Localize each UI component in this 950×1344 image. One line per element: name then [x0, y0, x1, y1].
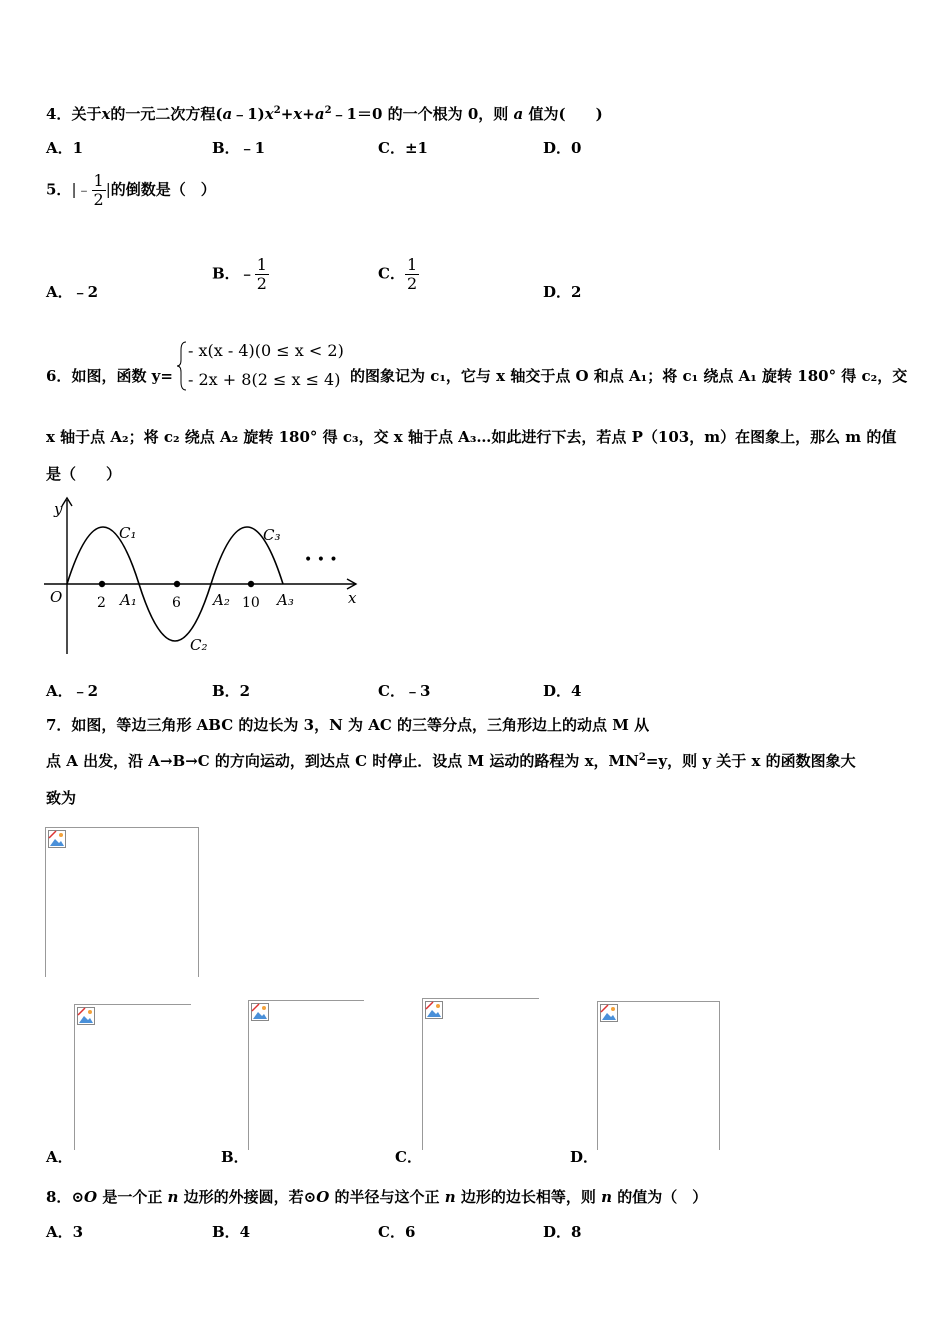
- q6-option-a[interactable]: A．﹣2: [46, 682, 99, 700]
- q8-text: 是一个正: [97, 1188, 168, 1206]
- tick-label-a1: A₁: [120, 591, 137, 609]
- q4-var-a: a: [513, 105, 524, 123]
- q6-number: 6．: [46, 367, 72, 385]
- q6-case-2: - 2x + 8(2 ≤ x ≤ 4): [188, 370, 341, 389]
- q8-option-b[interactable]: B．4: [212, 1223, 251, 1241]
- tick-dot-10: [248, 581, 254, 587]
- q7-line-3: 致为: [46, 789, 77, 807]
- q5-option-c-label: C．: [378, 264, 405, 283]
- broken-image-icon: [48, 830, 66, 848]
- q6-line-2: x 轴于点 A₂；将 c₂ 绕点 A₂ 旋转 180° 得 c₃，交 x 轴于点 A₃…如此进行下去，若点 P（103，m）在图象上，那么 m 的值: [46, 428, 897, 446]
- q4-text: +: [302, 105, 315, 123]
- q7-option-d[interactable]: D．: [570, 1148, 599, 1166]
- q4-number: 4．: [46, 105, 72, 123]
- q5-abs-open: |﹣: [71, 180, 92, 199]
- frac-den: 2: [406, 274, 418, 293]
- q7-triangle-figure-placeholder: [45, 827, 199, 977]
- q6-option-c[interactable]: C．﹣3: [378, 682, 431, 700]
- tick-dot-2: [99, 581, 105, 587]
- tick-label-10: 10: [242, 595, 260, 611]
- frac-num: 1: [406, 255, 418, 274]
- q4-option-d[interactable]: D．0: [543, 139, 582, 157]
- curve-label-c1: C₁: [119, 524, 137, 542]
- origin-label: O: [50, 588, 63, 606]
- q5-fraction: [92, 172, 106, 209]
- tick-label-a3: A₃: [277, 591, 294, 609]
- q8-number: 8．: [46, 1188, 72, 1206]
- frac-den: 2: [256, 274, 267, 293]
- q6-lead-text: 如图，函数 y=: [71, 367, 173, 385]
- q8-text: 的半径与这个正: [329, 1188, 445, 1206]
- x-axis-label: x: [348, 589, 357, 607]
- q7-option-c[interactable]: C．: [395, 1148, 422, 1166]
- q5-option-a[interactable]: A．﹣2: [46, 283, 99, 301]
- q5-stem-text: 的倒数是（ ）: [110, 180, 216, 199]
- curve-label-c2: C₂: [190, 636, 208, 654]
- q4-var-x: x: [101, 105, 111, 123]
- broken-image-icon: [425, 1001, 443, 1019]
- q6-option-d[interactable]: D．4: [543, 682, 582, 700]
- q6-case-1: - x(x - 4)(0 ≤ x < 2): [188, 341, 344, 360]
- q8-text: 边形的外接圆，若⊙: [178, 1188, 317, 1206]
- q4-var-a: a: [222, 105, 233, 123]
- q4-text: 的一元二次方程(: [110, 105, 223, 123]
- tick-label-2: 2: [97, 595, 106, 611]
- q6-line-1: 的图象记为 c₁，它与 x 轴交于点 O 和点 A₁；将 c₁ 绕点 A₁ 旋转 180° 得 c₂，交: [350, 367, 908, 385]
- q8-text: 边形的边长相等，则: [455, 1188, 602, 1206]
- q4-text: 值为( ): [523, 105, 603, 123]
- q4-option-c[interactable]: C．±1: [378, 139, 428, 157]
- q4-exponent: 2: [273, 105, 281, 116]
- q5-abs-close: |: [105, 180, 111, 199]
- q7-option-c-graph-placeholder: [422, 998, 539, 1150]
- q7-line-2-text: =y，则 y 关于 x 的函数图象大: [645, 752, 856, 770]
- q7-line-2: [46, 750, 856, 771]
- q8-text: 的值为（ ）: [612, 1188, 708, 1206]
- broken-image-icon: [251, 1003, 269, 1021]
- q7-option-d-graph-placeholder: [597, 1001, 720, 1150]
- frac-num: 1: [256, 255, 267, 274]
- question-5-stem: [46, 172, 216, 209]
- q5-option-d[interactable]: D．2: [543, 283, 582, 301]
- q6-lead: [46, 365, 173, 386]
- q8-text: ⊙: [71, 1188, 85, 1206]
- q8-var-o: O: [84, 1188, 98, 1206]
- tick-dot-6: [174, 581, 180, 587]
- q5-option-b-label: B．﹣: [212, 264, 255, 283]
- curve-label-c3: C₃: [263, 526, 281, 544]
- q5-number: 5．: [46, 180, 72, 199]
- q4-var-a: a: [314, 105, 325, 123]
- y-axis-label: y: [54, 500, 63, 518]
- tick-label-a2: A₂: [213, 591, 230, 609]
- graph-ellipsis: • • •: [304, 552, 338, 568]
- q6-sine-graph: [40, 494, 362, 664]
- q6-option-b[interactable]: B．2: [212, 682, 251, 700]
- q4-text: ﹣1): [232, 105, 265, 123]
- q8-option-d[interactable]: D．8: [543, 1223, 582, 1241]
- q8-var-n: n: [601, 1188, 613, 1206]
- q8-var-n: n: [167, 1188, 179, 1206]
- broken-image-icon: [77, 1007, 95, 1025]
- q5-option-b[interactable]: [212, 256, 269, 293]
- q8-var-n: n: [444, 1188, 456, 1206]
- q4-text: +: [280, 105, 294, 123]
- q6-line-3: 是（ ）: [46, 465, 122, 483]
- question-4-stem: [46, 103, 603, 124]
- broken-image-icon: [600, 1004, 618, 1022]
- q4-text: ﹣1＝0 的一个根为 0，则: [331, 105, 514, 123]
- q8-var-o: O: [316, 1188, 330, 1206]
- q7-option-b-graph-placeholder: [248, 1000, 364, 1150]
- q7-line-1: 7．如图，等边三角形 ABC 的边长为 3，N 为 AC 的三等分点，三角形边上的动点 M 从: [46, 716, 650, 734]
- q7-option-a[interactable]: A．: [46, 1148, 73, 1166]
- q7-line-2-text: 点 A 出发，沿 A→B→C 的方向运动，到达点 C 时停止．设点 M 运动的路程为 x，MN: [46, 752, 639, 770]
- q8-option-c[interactable]: C．6: [378, 1223, 416, 1241]
- q7-exponent: 2: [638, 752, 646, 763]
- q5-option-c[interactable]: [378, 256, 419, 293]
- q8-option-a[interactable]: A．3: [46, 1223, 84, 1241]
- q4-var-x: x: [264, 105, 274, 123]
- q4-text: 关于: [71, 105, 102, 123]
- q4-exponent: 2: [324, 105, 332, 116]
- q5-frac-den: 2: [93, 190, 104, 209]
- q5-option-b-fraction: [255, 256, 269, 293]
- q4-option-b[interactable]: B．﹣1: [212, 139, 266, 157]
- q7-option-b[interactable]: B．: [221, 1148, 249, 1166]
- q4-var-x: x: [293, 105, 303, 123]
- q4-option-a[interactable]: A．1: [46, 139, 84, 157]
- q5-option-c-fraction: [405, 256, 419, 293]
- q5-frac-num: 1: [93, 171, 104, 190]
- q7-option-a-graph-placeholder: [74, 1004, 191, 1150]
- tick-label-6: 6: [172, 595, 181, 611]
- question-8-stem: [46, 1186, 707, 1207]
